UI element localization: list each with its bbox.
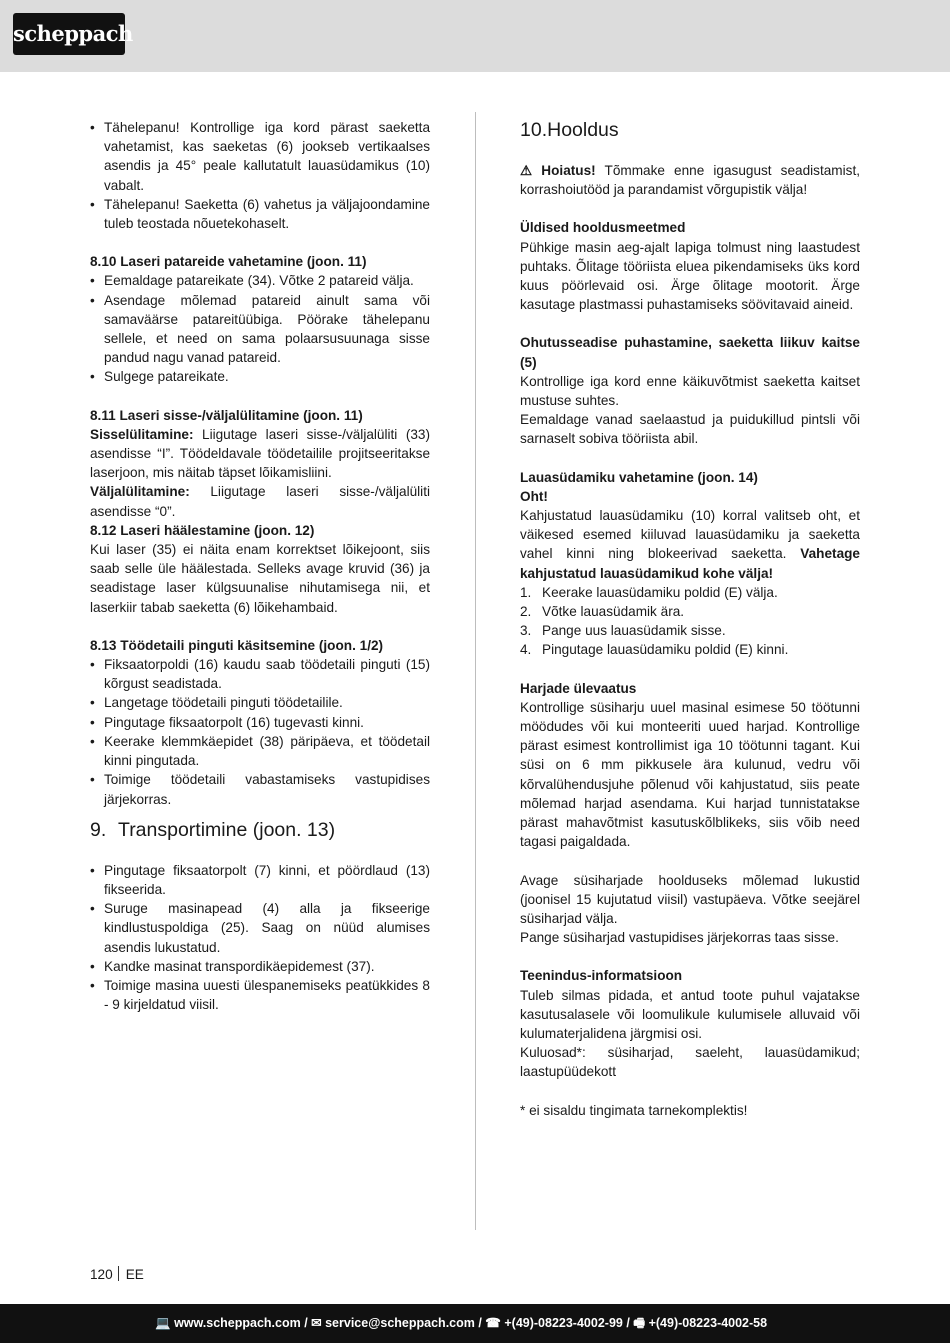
list-item: 3. Pange uus lauasüdamik sisse. <box>520 623 726 639</box>
list-item: • Pingutage fiksaatorpolt (7) kinni, et pöördlaud (13) fikseerida. <box>90 861 430 899</box>
list-item: 2. Võtke lauasüdamik ära. <box>520 604 685 620</box>
clamp-bullet-list <box>90 655 430 809</box>
page-header <box>0 0 950 72</box>
laser-on-paragraph: Sisselülitamine: Liigutage laseri sisse-/väljalüliti (33) asendisse “I”. Töödeldavale töödetailile projitseeritakse laserjoon, mis näitab täpset lõikamisliini. <box>90 426 430 481</box>
section-heading-8-10: 8.10 Laseri patareide vahetamine (joon. 11) <box>90 254 367 270</box>
warning-icon: ⚠ <box>520 163 533 178</box>
list-item: • Toimige töödetaili vabastamiseks vastupidises järjekorras. <box>90 770 430 808</box>
list-item: • Tähelepanu! Kontrollige iga kord pärast saeketta vahetamist, kas saeketas (6) jookseb vertikaalses asendis ja 45° peale kallutatult lauasüdamikus (10) vabalt. <box>90 118 430 195</box>
table-insert-text: Kahjustatud lauasüdamiku (10) korral valitseb oht, et väikesed esemed kiiluvad lauasüdamiku ja saeketta vahel kinni ning blokeerivad saeketta. Vahetage kahjustatud lauasüdamikud kohe välja! <box>520 508 860 581</box>
laser-off-paragraph: Väljalülitamine: Liigutage laseri sisse-/väljalüliti asendisse “0”. <box>90 484 430 519</box>
general-maintenance-heading: Üldised hooldusmeetmed <box>520 220 686 236</box>
list-item: • Sulgege patareikate. <box>90 367 430 386</box>
scheppach-logo: scheppach <box>13 13 125 55</box>
laser-adjust-paragraph: Kui laser (35) ei näita enam korrektset lõikejoont, siis saab selle üle häälestada. Selleks avage kruvid (36) ja seadistage laser külgsuunalise nihutamisega nii, et laserkiir tabab saeketta (6) lõikehambaid. <box>90 542 430 615</box>
list-item: • Eemaldage patareikate (34). Võtke 2 patareid välja. <box>90 271 430 290</box>
battery-bullet-list <box>90 271 430 386</box>
fax-number: +(49)-08223-4002-58 <box>648 1316 768 1330</box>
page-footer: 💻 www.scheppach.com / ✉ service@scheppach.com / ☎ +(49)-08223-4002-99 / 🖷 +(49)-08223-4002-58 <box>0 1304 950 1343</box>
language-code: EE <box>125 1267 144 1282</box>
list-item: • Suruge masinapead (4) alla ja fikseerige kindlustuspoldiga (25). Saag on nüüd alumises asendis lukustatud. <box>90 899 430 957</box>
intro-bullet-list <box>90 118 430 233</box>
list-item: 1. Keerake lauasüdamiku poldid (E) välja. <box>520 584 778 600</box>
transport-bullet-list <box>90 861 430 1015</box>
phone-icon: ☎ <box>485 1316 501 1330</box>
page-number: 120 <box>90 1267 113 1282</box>
guard-cleaning-heading: Ohutusseadise puhastamine, saeketta liikuv kaitse (5) <box>520 335 860 370</box>
service-info-text: Tuleb silmas pidada, et antud toote puhul vajatakse kasutusalasele või loomulikule kulumisele alluvaid või kulumaterjalidena järgmisi osi. <box>520 987 860 1041</box>
chapter-heading-9: 9. Transportimine (joon. 13) <box>90 818 336 841</box>
section-heading-8-12: 8.12 Laseri häälestamine (joon. 12) <box>90 522 315 538</box>
warning-paragraph: ⚠ Hoiatus! Tõmmake enne igasugust seadistamist, korrashoiutööd ja parandamist võrgupistik välja! <box>520 163 860 198</box>
brush-check-text: Pange süsiharjad vastupidises järjekorras taas sisse. <box>520 930 839 946</box>
section-heading-8-11: 8.11 Laseri sisse-/väljalülitamine (joon. 11) <box>90 407 363 423</box>
computer-icon: 💻 <box>155 1316 171 1330</box>
website-link[interactable]: www.scheppach.com <box>174 1316 301 1330</box>
list-item: • Tähelepanu! Saeketta (6) vahetus ja väljajoondamine tuleb teostada nõuetekohaselt. <box>90 195 430 233</box>
brush-check-heading: Harjade ülevaatus <box>520 680 637 696</box>
service-info-text: Kuluosad*: süsiharjad, saeleht, lauasüdamikud; laastupüüdekott <box>520 1045 860 1080</box>
list-item: • Langetage töödetaili pinguti töödetailile. <box>90 693 430 712</box>
mail-icon: ✉ <box>311 1316 322 1330</box>
brush-check-text: Avage süsiharjade hoolduseks mõlemad lukustid (joonisel 15 kujutatud viisil) vastupäeva. Võtke seejärel süsiharjad välja. <box>520 872 860 926</box>
list-item: • Pingutage fiksaatorpolt (16) tugevasti kinni. <box>90 713 430 732</box>
footnote: * ei sisaldu tingimata tarnekomplektis! <box>520 1102 748 1118</box>
fax-icon: 🖷 <box>633 1316 646 1330</box>
guard-cleaning-text: Kontrollige iga kord enne käikuvõtmist saeketta kaitset mustuse suhtes. <box>520 373 860 409</box>
table-insert-heading: Lauasüdamiku vahetamine (joon. 14) <box>520 469 758 485</box>
list-item: • Toimige masina uuesti ülespanemiseks peatükkides 8 - 9 kirjeldatud viisil. <box>90 976 430 1014</box>
right-column <box>520 118 860 1120</box>
column-divider <box>475 112 476 1230</box>
table-insert-steps <box>520 583 860 660</box>
brush-check-text: Kontrollige süsiharju uuel masinal esimese 50 töötunni möödudes või kui monteeriti uued harjad. Kontrollige pärast esimest kontrollimist iga 10 töötunni tagant. Kui süsi on 6 mm pikkusele ära kulunud, vedru või kõrvalühendusjuhe põlenud või kahjustatud, siis peate mõlemad harjad asendama. Kui harjad tunnistatakse pärast mahavõtmist kasutuskõlblikeks, siis võib need tagasi paigaldada. <box>520 699 860 850</box>
email-link[interactable]: service@scheppach.com <box>325 1316 475 1330</box>
list-item: 4. Pingutage lauasüdamiku poldid (E) kinni. <box>520 642 789 658</box>
left-column <box>90 118 430 1014</box>
general-maintenance-text: Pühkige masin aeg-ajalt lapiga tolmust ning laastudest puhtaks. Õlitage tööriista eluea pikendamiseks üks kord kuus pöörlevaid osi. Ärge õlitage mootorit. Ärge kasutage plastmassi puhastamiseks söövitavaid aineid. <box>520 239 860 313</box>
list-item: • Asendage mõlemad patareid ainult sama või samaväärse patareitüübiga. Pöörake tähelepanu sellele, et need on sama polaarsusuunaga sisse pandud nagu vanad patareid. <box>90 291 430 368</box>
page-number-area <box>90 1266 144 1282</box>
list-item: • Kandke masinat transpordikäepidemest (37). <box>90 957 430 976</box>
chapter-heading-10: 10.Hooldus <box>520 119 619 141</box>
list-item: • Keerake klemmkäepidet (38) päripäeva, et töödetail kinni pingutada. <box>90 732 430 770</box>
phone-number: +(49)-08223-4002-99 <box>504 1316 623 1330</box>
danger-label: Oht! <box>520 488 548 504</box>
section-heading-8-13: 8.13 Töödetaili pinguti käsitsemine (joon. 1/2) <box>90 637 384 653</box>
service-info-heading: Teenindus-informatsioon <box>520 968 683 984</box>
guard-cleaning-text: Eemaldage vanad saelaastud ja puidukillud pintsli või sarnaselt sobiva tööriista abil. <box>520 412 860 447</box>
list-item: • Fiksaatorpoldi (16) kaudu saab töödetaili pinguti (15) kõrgust seadistada. <box>90 655 430 693</box>
